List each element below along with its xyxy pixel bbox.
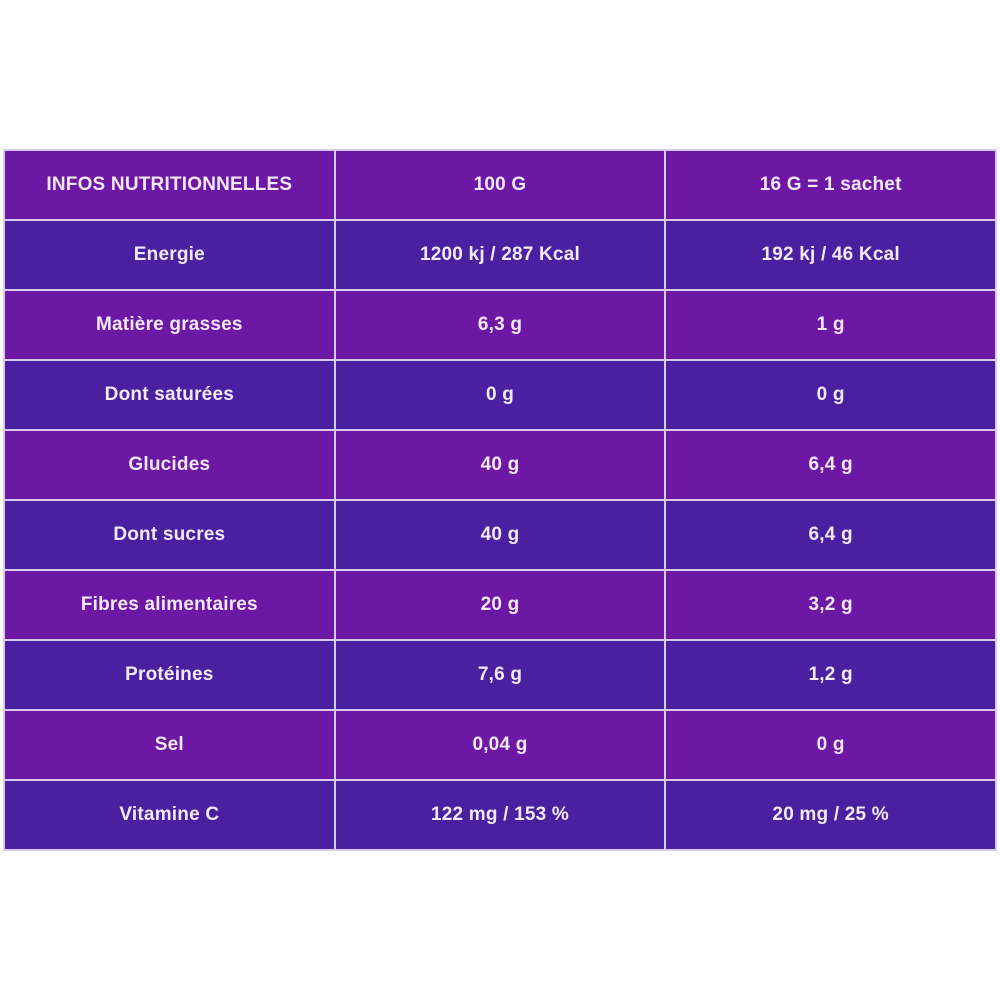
value-sachet-cell: 1 g xyxy=(665,290,996,360)
value-sachet-cell: 6,4 g xyxy=(665,430,996,500)
value-100g-cell: 0,04 g xyxy=(335,710,666,780)
value-sachet-cell: 192 kj / 46 Kcal xyxy=(665,220,996,290)
nutrient-label-cell: Glucides xyxy=(4,430,335,500)
nutrition-table-container xyxy=(3,149,997,851)
table-row-fibres-alimentaires xyxy=(4,570,996,640)
value-100g-cell: 7,6 g xyxy=(335,640,666,710)
value-sachet-cell: 0 g xyxy=(665,710,996,780)
table-row-dont-saturees xyxy=(4,360,996,430)
nutrient-label-cell: Dont saturées xyxy=(4,360,335,430)
header-cell-nutrition-info: INFOS NUTRITIONNELLES xyxy=(4,150,335,220)
nutrient-label-cell: Energie xyxy=(4,220,335,290)
value-100g-cell: 122 mg / 153 % xyxy=(335,780,666,850)
table-row-vitamine-c xyxy=(4,780,996,850)
nutrient-label-cell: Fibres alimentaires xyxy=(4,570,335,640)
nutrient-label-cell: Vitamine C xyxy=(4,780,335,850)
value-100g-cell: 6,3 g xyxy=(335,290,666,360)
header-cell-per-100g: 100 G xyxy=(335,150,666,220)
value-sachet-cell: 1,2 g xyxy=(665,640,996,710)
table-row-sel xyxy=(4,710,996,780)
table-row-matiere-grasses xyxy=(4,290,996,360)
table-row-glucides xyxy=(4,430,996,500)
value-100g-cell: 40 g xyxy=(335,500,666,570)
value-100g-cell: 20 g xyxy=(335,570,666,640)
nutrient-label-cell: Dont sucres xyxy=(4,500,335,570)
header-cell-per-sachet: 16 G = 1 sachet xyxy=(665,150,996,220)
value-sachet-cell: 6,4 g xyxy=(665,500,996,570)
value-100g-cell: 0 g xyxy=(335,360,666,430)
table-header-row xyxy=(4,150,996,220)
nutrient-label-cell: Sel xyxy=(4,710,335,780)
table-row-proteines xyxy=(4,640,996,710)
value-sachet-cell: 3,2 g xyxy=(665,570,996,640)
value-100g-cell: 1200 kj / 287 Kcal xyxy=(335,220,666,290)
nutrition-facts-table xyxy=(3,149,997,851)
value-sachet-cell: 20 mg / 25 % xyxy=(665,780,996,850)
table-row-dont-sucres xyxy=(4,500,996,570)
nutrient-label-cell: Protéines xyxy=(4,640,335,710)
table-row-energie xyxy=(4,220,996,290)
nutrient-label-cell: Matière grasses xyxy=(4,290,335,360)
value-100g-cell: 40 g xyxy=(335,430,666,500)
value-sachet-cell: 0 g xyxy=(665,360,996,430)
